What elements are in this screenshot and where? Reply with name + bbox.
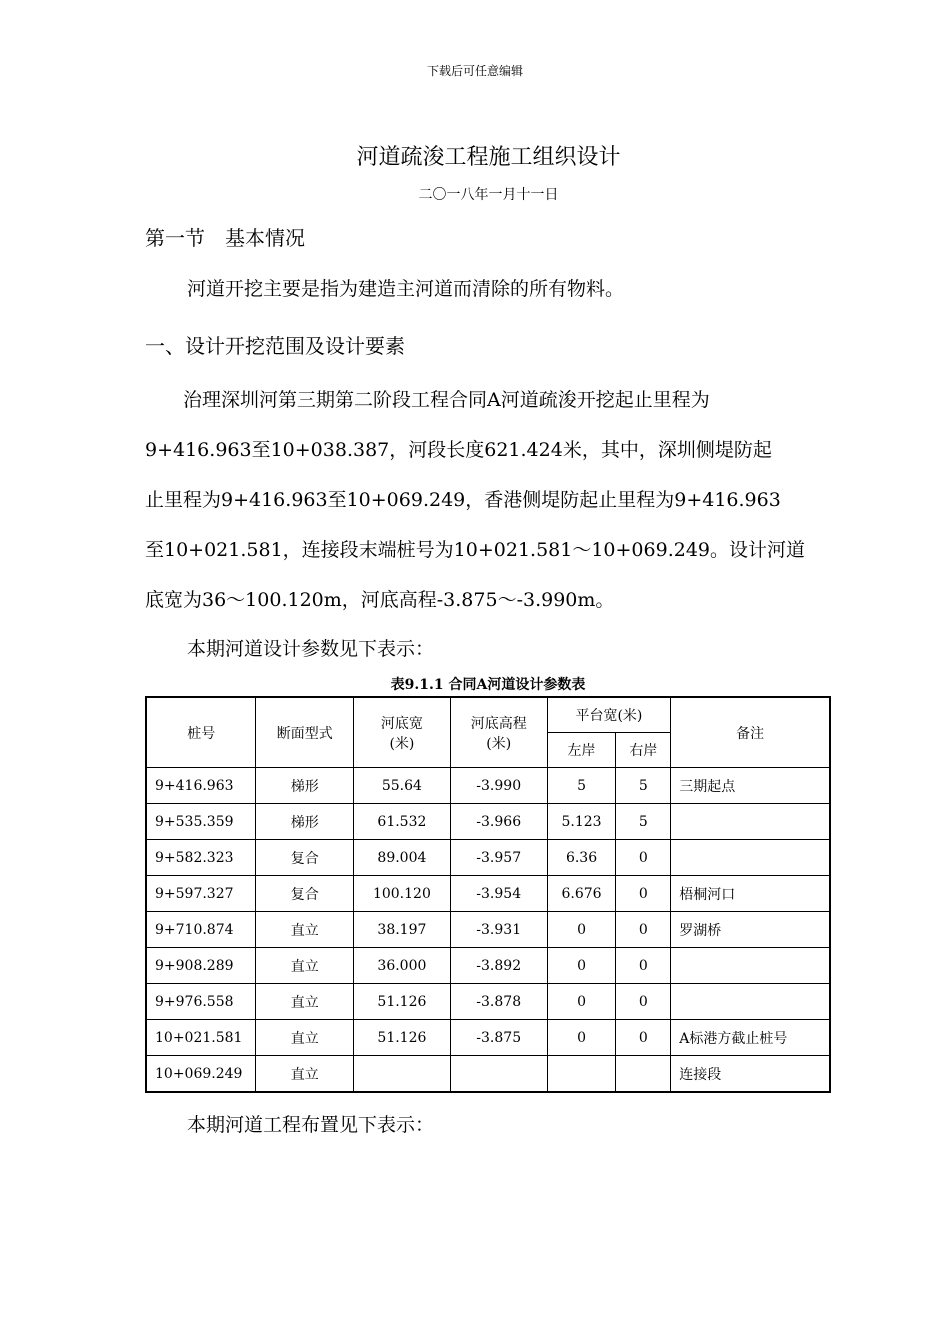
cell-right-bank: 0 <box>616 876 671 912</box>
cell-right-bank: 5 <box>616 768 671 804</box>
cell-bottom-width: 38.197 <box>354 912 451 948</box>
cell-bottom-elevation: -3.990 <box>450 768 547 804</box>
cell-bottom-width: 55.64 <box>354 768 451 804</box>
body-line: 底宽为36～100.120m，河底高程-3.875～-3.990m。 <box>145 589 615 611</box>
body-line: 止里程为9+416.963至10+069.249，香港侧堤防起止里程为9+416.963 <box>145 489 781 511</box>
cell-left-bank: 0 <box>547 1020 616 1056</box>
cell-section-type: 直立 <box>256 948 354 984</box>
cell-right-bank: 0 <box>616 840 671 876</box>
page-header: 下载后可任意编辑 <box>426 64 523 78</box>
header-remarks: 备注 <box>671 697 830 768</box>
layout-intro: 本期河道工程布置见下表示： <box>187 1114 435 1136</box>
table-row <box>146 804 830 840</box>
cell-left-bank: 0 <box>547 912 616 948</box>
cell-section-type: 直立 <box>256 984 354 1020</box>
cell-station: 9+416.963 <box>146 768 256 804</box>
cell-station: 10+021.581 <box>146 1020 256 1056</box>
cell-section-type: 复合 <box>256 840 354 876</box>
cell-bottom-width <box>354 1056 451 1093</box>
cell-station: 9+535.359 <box>146 804 256 840</box>
cell-station: 9+908.289 <box>146 948 256 984</box>
body-line: 9+416.963至10+038.387，河段长度621.424米，其中，深圳侧堤防起 <box>145 439 772 461</box>
design-parameters-table <box>145 696 831 1093</box>
cell-right-bank: 5 <box>616 804 671 840</box>
cell-section-type: 直立 <box>256 1020 354 1056</box>
cell-station: 9+582.323 <box>146 840 256 876</box>
cell-bottom-width: 51.126 <box>354 984 451 1020</box>
cell-remarks: 梧桐河口 <box>671 876 830 912</box>
cell-right-bank: 0 <box>616 912 671 948</box>
cell-remarks <box>671 804 830 840</box>
table-row <box>146 840 830 876</box>
table-row <box>146 1020 830 1056</box>
table-row <box>146 984 830 1020</box>
header-bottom-width-label: 河底宽 <box>380 715 423 732</box>
cell-left-bank: 0 <box>547 984 616 1020</box>
cell-station: 9+597.327 <box>146 876 256 912</box>
cell-remarks <box>671 948 830 984</box>
header-bottom-elevation-unit: (米) <box>486 735 512 752</box>
table-row <box>146 768 830 804</box>
cell-bottom-width: 100.120 <box>354 876 451 912</box>
cell-remarks: 罗湖桥 <box>671 912 830 948</box>
header-bottom-width-unit: (米) <box>389 735 415 752</box>
cell-bottom-width: 36.000 <box>354 948 451 984</box>
cell-section-type: 梯形 <box>256 804 354 840</box>
cell-bottom-width: 61.532 <box>354 804 451 840</box>
header-bottom-elevation-label: 河底高程 <box>470 715 527 732</box>
cell-remarks: 三期起点 <box>671 768 830 804</box>
header-section-type: 断面型式 <box>256 697 354 768</box>
header-bottom-width <box>354 697 451 768</box>
document-title: 河道疏浚工程施工组织设计 <box>356 145 621 170</box>
cell-right-bank <box>616 1056 671 1093</box>
cell-left-bank: 5 <box>547 768 616 804</box>
table-caption: 表9.1.1 合同A河道设计参数表 <box>390 677 586 693</box>
document-date: 二〇一八年一月十一日 <box>418 187 559 203</box>
table-row <box>146 948 830 984</box>
cell-section-type: 直立 <box>256 912 354 948</box>
section-heading: 第一节 基本情况 <box>145 226 305 250</box>
cell-left-bank: 6.676 <box>547 876 616 912</box>
header-right-bank: 右岸 <box>616 733 671 768</box>
cell-section-type: 梯形 <box>256 768 354 804</box>
cell-bottom-elevation: -3.957 <box>450 840 547 876</box>
cell-remarks <box>671 984 830 1020</box>
cell-right-bank: 0 <box>616 948 671 984</box>
cell-bottom-elevation: -3.931 <box>450 912 547 948</box>
cell-bottom-width: 51.126 <box>354 1020 451 1056</box>
body-paragraph <box>145 375 835 625</box>
cell-bottom-elevation <box>450 1056 547 1093</box>
header-bottom-elevation <box>450 697 547 768</box>
cell-right-bank: 0 <box>616 984 671 1020</box>
cell-section-type: 直立 <box>256 1056 354 1093</box>
body-line: 治理深圳河第三期第二阶段工程合同A河道疏浚开挖起止里程为 <box>145 389 710 411</box>
table-row <box>146 912 830 948</box>
cell-station: 9+710.874 <box>146 912 256 948</box>
cell-bottom-elevation: -3.954 <box>450 876 547 912</box>
cell-bottom-elevation: -3.892 <box>450 948 547 984</box>
header-platform-width: 平台宽(米) <box>547 697 671 733</box>
table-intro: 本期河道设计参数见下表示： <box>187 638 435 660</box>
header-left-bank: 左岸 <box>547 733 616 768</box>
cell-left-bank <box>547 1056 616 1093</box>
cell-bottom-elevation: -3.875 <box>450 1020 547 1056</box>
table-row <box>146 1056 830 1093</box>
body-line: 至10+021.581，连接段末端桩号为10+021.581～10+069.249。设计河道 <box>145 539 806 561</box>
intro-paragraph: 河道开挖主要是指为建造主河道而清除的所有物料。 <box>187 278 625 300</box>
cell-left-bank: 0 <box>547 948 616 984</box>
cell-remarks: A标港方截止桩号 <box>671 1020 830 1056</box>
cell-bottom-width: 89.004 <box>354 840 451 876</box>
cell-left-bank: 5.123 <box>547 804 616 840</box>
subsection-heading: 一、设计开挖范围及设计要素 <box>145 334 405 358</box>
cell-section-type: 复合 <box>256 876 354 912</box>
header-station: 桩号 <box>146 697 256 768</box>
cell-bottom-elevation: -3.878 <box>450 984 547 1020</box>
cell-station: 9+976.558 <box>146 984 256 1020</box>
table-row <box>146 876 830 912</box>
cell-bottom-elevation: -3.966 <box>450 804 547 840</box>
cell-remarks: 连接段 <box>671 1056 830 1093</box>
cell-right-bank: 0 <box>616 1020 671 1056</box>
cell-station: 10+069.249 <box>146 1056 256 1093</box>
cell-left-bank: 6.36 <box>547 840 616 876</box>
cell-remarks <box>671 840 830 876</box>
